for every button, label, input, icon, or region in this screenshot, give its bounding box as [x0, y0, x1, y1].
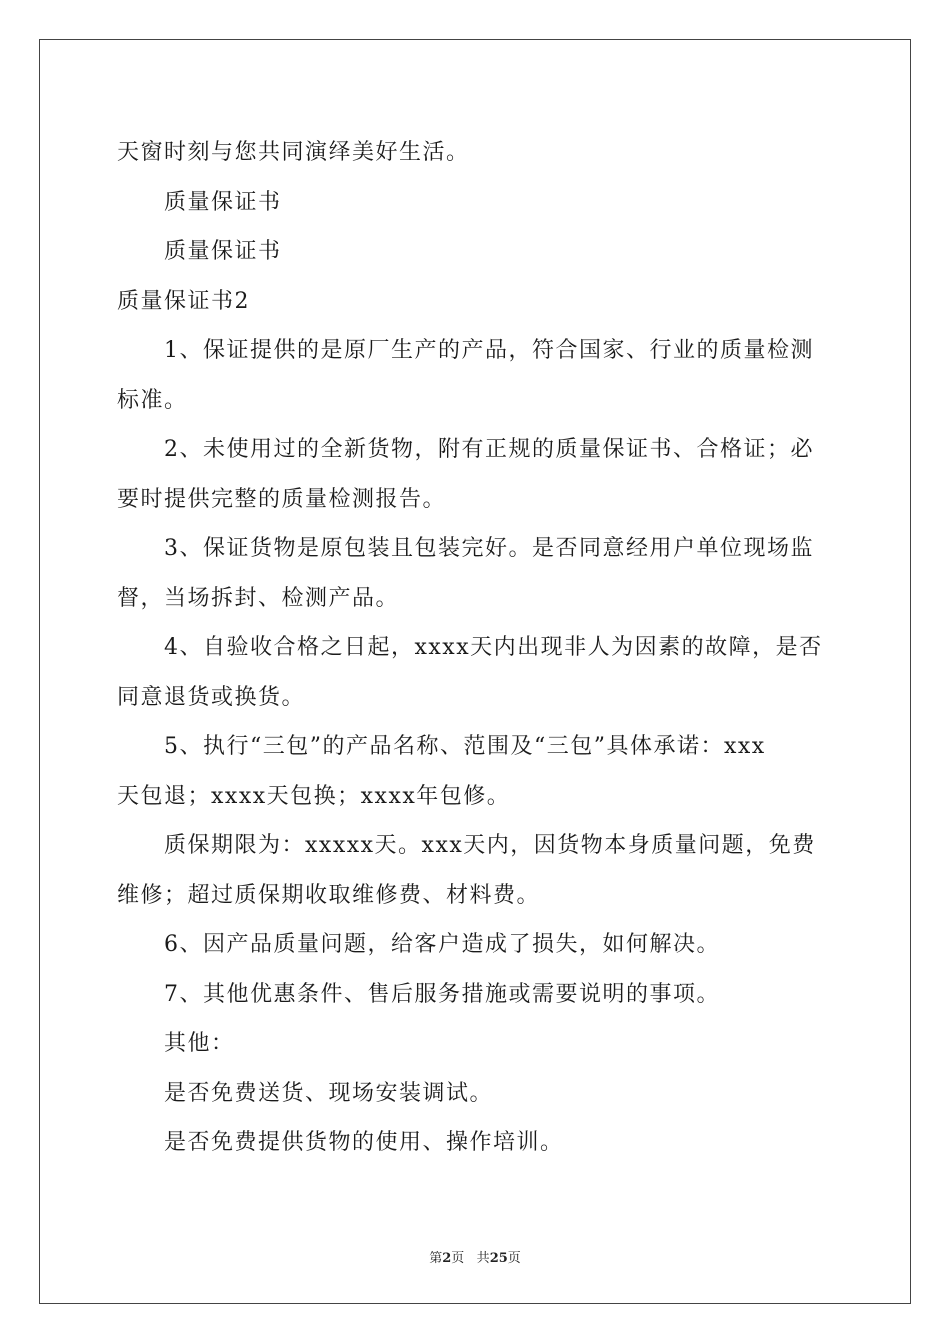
- text-line: 同意退货或换货。: [117, 684, 306, 710]
- text-line: 天窗时刻与您共同演绎美好生活。: [117, 140, 470, 165]
- text-line: 1、保证提供的是原厂生产的产品，符合国家、行业的质量检测: [164, 338, 814, 363]
- text-line: 质量保证书: [164, 189, 282, 215]
- text-line: 4、自验收合格之日起，xxxx天内出现非人为因素的故障，是否: [164, 635, 823, 660]
- text-line: 是否免费送货、现场安装调试。: [164, 1080, 494, 1106]
- text-line: 维修；超过质保期收取维修费、材料费。: [117, 882, 541, 908]
- text-line: 标准。: [117, 387, 188, 413]
- text-line: 2、未使用过的全新货物，附有正规的质量保证书、合格证；必: [164, 437, 814, 462]
- total-suffix: 页: [507, 1251, 521, 1266]
- page-prefix: 第: [429, 1251, 443, 1266]
- text-line: 是否免费提供货物的使用、操作培训。: [164, 1130, 564, 1155]
- text-line: 督，当场拆封、检测产品。: [117, 585, 400, 611]
- text-line: 质量保证书: [164, 239, 282, 264]
- text-line: 质保期限为：xxxxx天。xxx天内，因货物本身质量问题，免费: [164, 833, 816, 858]
- text-line: 天包退；xxxx天包换；xxxx年包修。: [117, 783, 511, 809]
- page-footer: [0, 1247, 950, 1266]
- text-line: 5、执行“三包”的产品名称、范围及“三包”具体承诺：xxx: [164, 734, 766, 759]
- total-prefix: 共: [476, 1251, 490, 1266]
- text-line: 其他：: [164, 1031, 235, 1056]
- page-number: 2: [442, 1251, 452, 1266]
- section-title: 质量保证书2: [117, 288, 250, 314]
- text-line: 要时提供完整的质量检测报告。: [117, 486, 447, 512]
- document-body: [117, 128, 837, 1168]
- total-pages: 25: [489, 1251, 508, 1266]
- page-suffix: 页: [451, 1251, 465, 1266]
- text-line: 3、保证货物是原包装且包装完好。是否同意经用户单位现场监: [164, 536, 814, 561]
- text-line: 7、其他优惠条件、售后服务措施或需要说明的事项。: [164, 981, 720, 1007]
- text-line: 6、因产品质量问题，给客户造成了损失，如何解决。: [164, 932, 720, 957]
